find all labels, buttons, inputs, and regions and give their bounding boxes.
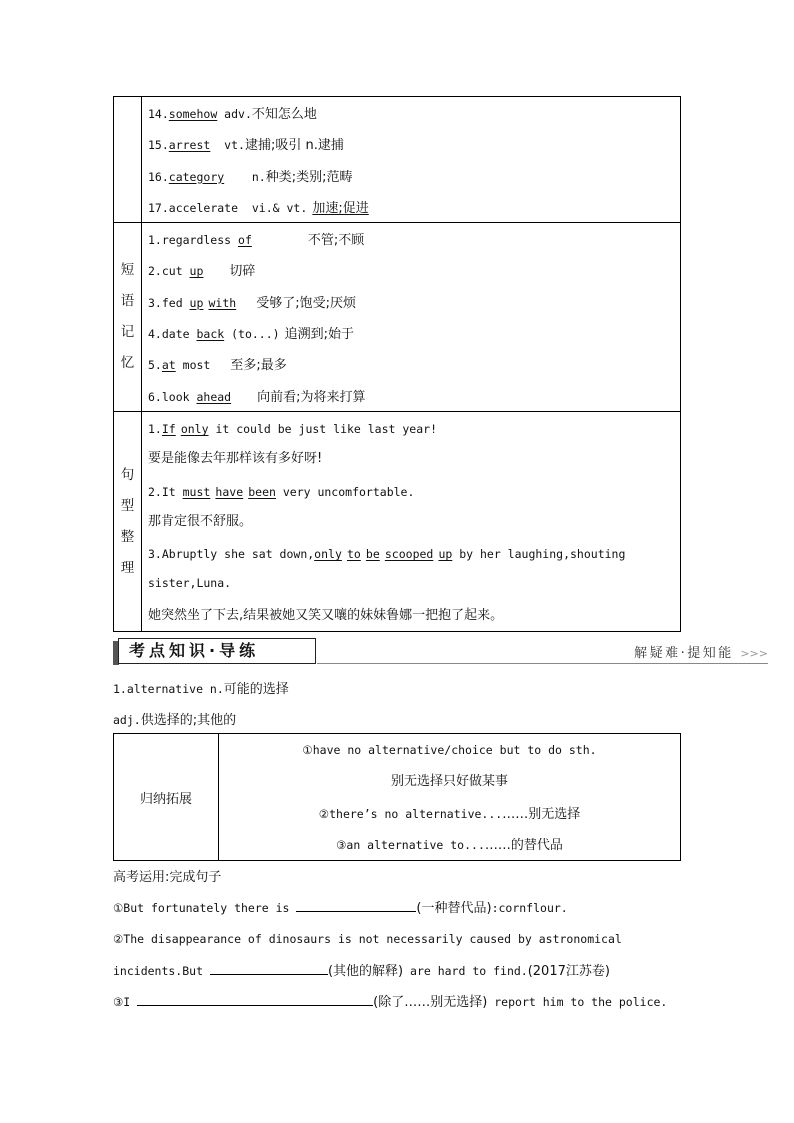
exercise-q2-line1: ②The disappearance of dinosaurs is not necessarily caused by astronomical [113, 932, 622, 946]
phrase-row: 6.look ahead 向前看;为将来打算 [148, 389, 366, 405]
exercise-q2-line2: incidents.But (其他的解释) are hard to find.(2017江苏卷) [113, 964, 610, 979]
entry-line-1: 1.alternative n.可能的选择 [113, 682, 289, 697]
section-title-box [118, 638, 316, 664]
chevrons-icon: >>> [740, 647, 768, 660]
phrase-row: 5.at most 至多;最多 [148, 358, 287, 374]
sentence-en: 3.Abruptly she sat down,only to be scooped up by her laughing,shouting [148, 547, 626, 562]
entry-line-2: adj.供选择的;其他的 [113, 713, 237, 728]
sentence-side-label: 句 型 整 理 [114, 411, 142, 631]
vocab-row: 16.category n.种类;类别;范畴 [148, 169, 353, 185]
induction-row: ③an alternative to...……的替代品 [336, 838, 563, 853]
section-title: 考点知识·导练 [129, 641, 260, 660]
sentences-cell [142, 411, 681, 631]
sentence-en: 1.If only it could be just like last year! [148, 421, 437, 436]
vocab-row: 14.somehow adv.不知怎么地 [148, 107, 317, 122]
vocab-word: accelerate [168, 200, 239, 215]
induction-content [219, 734, 681, 861]
sentence-en: 2.It must have been very uncomfortable. [148, 484, 415, 499]
answer-blank[interactable] [137, 993, 373, 1006]
induction-row: ①have no alternative/choice but to do sth. [302, 743, 597, 757]
induction-label: 归纳拓展 [114, 734, 219, 861]
section-header [113, 638, 768, 664]
vocab-side-cell [114, 97, 142, 223]
phrases-cell [142, 223, 681, 412]
induction-row: 别无选择只好做某事 [390, 774, 508, 789]
exercise-q1: ①But fortunately there is (一种替代品):cornflour. [113, 901, 568, 916]
phrase-side-label: 短 语 记 忆 [114, 223, 142, 412]
section-rule [317, 663, 768, 664]
vocab-word: somehow [168, 107, 218, 121]
phrase-row: 4.date back (to...) 追溯到;始于 [148, 327, 355, 343]
vocab-words-cell [142, 97, 681, 223]
vocab-word: arrest [168, 138, 211, 153]
sentence-cn: 那肯定很不舒服。 [148, 513, 253, 529]
vocab-row: 17.accelerate vi.& vt. 加速;促进 [148, 200, 369, 216]
phrase-row: 1.regardless of 不管;不顾 [148, 233, 365, 249]
induction-table [113, 733, 681, 861]
phrase-row: 2.cut up 切碎 [148, 264, 256, 280]
vocab-word: category [168, 169, 225, 184]
answer-blank[interactable] [210, 962, 328, 975]
sentence-cn: 要是能像去年那样该有多好呀! [148, 451, 323, 467]
sentence-en-cont: sister,Luna. [148, 576, 232, 591]
phrase-row: 3.fed up with 受够了;饱受;厌烦 [148, 295, 356, 311]
exercise-q3: ③I (除了……别无选择) report him to the police. [113, 995, 668, 1010]
induction-row: ②there’s no alternative...……别无选择 [318, 807, 581, 822]
answer-blank[interactable] [296, 899, 416, 912]
sentence-cn: 她突然坐了下去,结果被她又笑又嚷的妹妹鲁娜一把抱了起来。 [148, 607, 504, 623]
exercise-heading: 高考运用:完成句子 [113, 870, 222, 885]
section-subtitle: 解疑难·提知能 >>> [634, 646, 768, 661]
vocab-row: 15.arrest vt.逮捕;吸引 n.逮捕 [148, 138, 344, 154]
vocab-table [113, 96, 681, 632]
